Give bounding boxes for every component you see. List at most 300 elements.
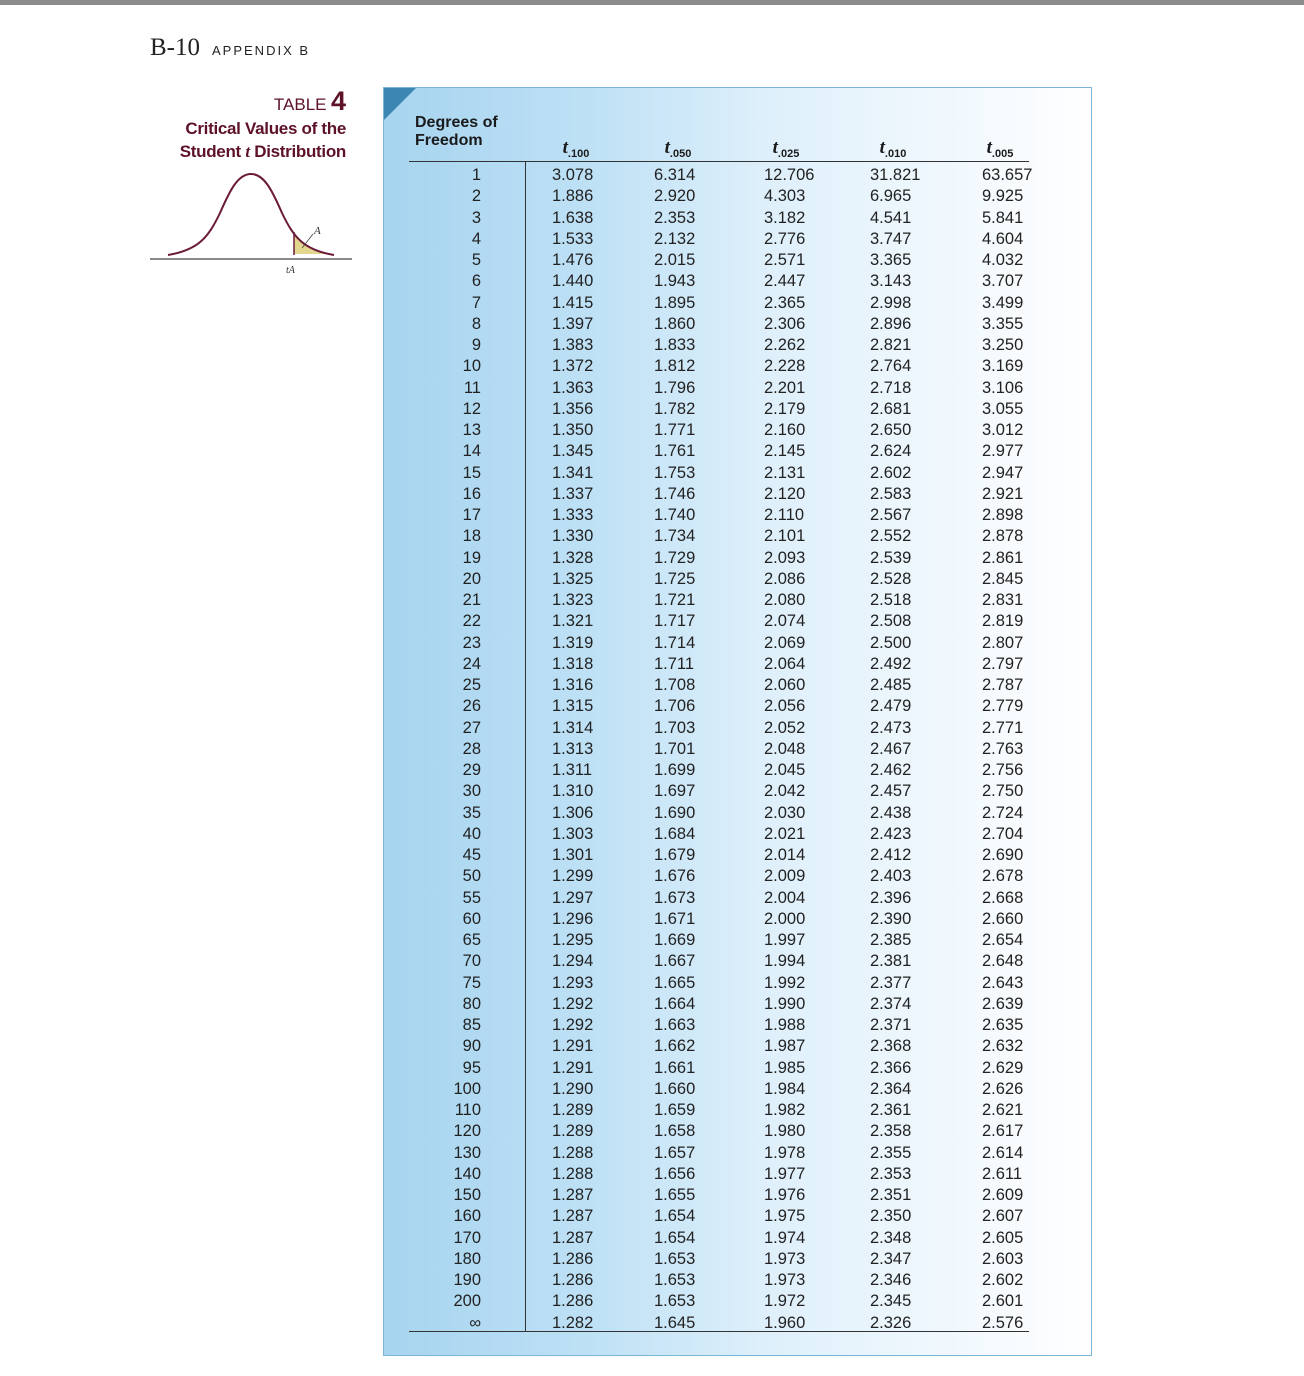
table-row [384, 356, 1092, 377]
table-row [384, 675, 1092, 696]
df-cell: 2 [471, 187, 481, 206]
value-cell: 2.447 [764, 272, 806, 291]
df-cell: 29 [462, 761, 481, 779]
value-cell: 2.365 [764, 293, 806, 312]
t-distribution-curve-figure [150, 168, 352, 278]
value-cell: 2.921 [982, 484, 1024, 503]
df-cell: 40 [462, 824, 481, 843]
value-cell: 2.004 [764, 888, 806, 907]
value-cell: 2.080 [764, 591, 806, 609]
value-cell: 2.093 [764, 548, 806, 567]
value-cell: 3.355 [982, 314, 1024, 333]
value-cell: 1.286 [552, 1249, 594, 1268]
value-cell: 1.860 [654, 314, 696, 333]
df-cell: 85 [462, 1016, 481, 1034]
value-cell: 2.326 [870, 1313, 912, 1332]
table-row [384, 760, 1092, 781]
value-cell: 1.973 [764, 1271, 806, 1289]
value-cell: 1.653 [654, 1249, 696, 1268]
df-cell: 20 [462, 569, 481, 588]
value-cell: 1.290 [552, 1079, 594, 1098]
df-cell: 8 [471, 314, 481, 333]
value-cell: 1.729 [654, 548, 696, 567]
value-cell: 1.833 [654, 336, 696, 354]
df-cell: 35 [462, 803, 481, 822]
table-row [384, 1100, 1092, 1121]
value-cell: 1.761 [654, 442, 696, 461]
caption-title-var: t [245, 142, 250, 161]
value-cell: 1.676 [654, 867, 696, 886]
table-row [384, 824, 1092, 845]
value-cell: 1.725 [654, 569, 696, 588]
value-cell: 2.611 [982, 1164, 1023, 1183]
value-cell: 6.314 [654, 166, 696, 184]
df-cell: 65 [462, 931, 481, 949]
value-cell: 3.078 [552, 166, 594, 184]
value-cell: 1.291 [552, 1058, 594, 1077]
value-cell: 1.287 [552, 1207, 594, 1226]
value-cell: 1.708 [654, 676, 696, 694]
value-cell: 1.997 [764, 931, 806, 949]
value-cell: 2.779 [982, 697, 1024, 716]
value-cell: 2.601 [982, 1292, 1024, 1311]
value-cell: 1.440 [552, 272, 594, 291]
value-cell: 2.351 [870, 1186, 912, 1204]
value-cell: 2.648 [982, 952, 1024, 971]
value-cell: 1.660 [654, 1079, 696, 1098]
value-cell: 2.617 [982, 1122, 1024, 1141]
value-cell: 3.012 [982, 421, 1024, 439]
value-cell: 2.462 [870, 761, 912, 779]
table-row [384, 484, 1092, 505]
value-cell: 2.567 [870, 506, 912, 524]
table-row [384, 1036, 1092, 1057]
value-cell: 1.895 [654, 293, 696, 312]
critical-value-axis-label: tA [286, 265, 295, 276]
value-cell: 2.350 [870, 1207, 912, 1226]
col-subscript: .050 [669, 148, 692, 160]
df-cell: 22 [462, 612, 481, 631]
value-cell: 1.990 [764, 994, 806, 1013]
value-cell: 2.396 [870, 888, 912, 907]
value-cell: 1.988 [764, 1016, 806, 1034]
value-cell: 31.821 [870, 166, 921, 184]
value-cell: 2.576 [982, 1313, 1024, 1332]
value-cell: 1.341 [552, 463, 594, 482]
df-cell: 11 [463, 378, 481, 397]
value-cell: 1.661 [654, 1058, 696, 1077]
df-cell: 80 [462, 994, 481, 1013]
df-cell: 30 [462, 782, 481, 801]
value-cell: 1.673 [654, 888, 696, 907]
value-cell: 1.667 [654, 952, 696, 971]
value-cell: 2.473 [870, 718, 912, 737]
value-cell: 1.746 [654, 484, 696, 503]
df-cell: 24 [462, 654, 481, 673]
value-cell: 2.718 [870, 378, 912, 397]
value-cell: 2.120 [764, 484, 806, 503]
table-row [384, 1058, 1092, 1079]
table-row [384, 526, 1092, 547]
value-cell: 2.528 [870, 569, 912, 588]
table-row [384, 973, 1092, 994]
value-cell: 2.660 [982, 909, 1024, 928]
value-cell: 1.655 [654, 1186, 696, 1204]
value-cell: 2.690 [982, 846, 1024, 864]
df-cell: 50 [462, 867, 481, 886]
value-cell: 1.701 [654, 739, 696, 758]
value-cell: 1.638 [552, 208, 594, 227]
table-row [384, 994, 1092, 1015]
table-row [384, 1143, 1092, 1164]
value-cell: 1.306 [552, 803, 594, 822]
col-symbol: t [562, 137, 568, 158]
df-cell: 140 [453, 1164, 481, 1183]
value-cell: 2.764 [870, 357, 912, 376]
value-cell: 2.403 [870, 867, 912, 886]
value-cell: 2.609 [982, 1186, 1024, 1204]
value-cell: 2.457 [870, 782, 912, 801]
value-cell: 2.819 [982, 612, 1024, 631]
col-symbol: t [772, 137, 778, 158]
table-row [384, 1291, 1092, 1312]
value-cell: 2.614 [982, 1143, 1024, 1162]
value-cell: 2.355 [870, 1143, 912, 1162]
value-cell: 2.998 [870, 293, 912, 312]
value-cell: 1.976 [764, 1186, 806, 1204]
table-row [384, 633, 1092, 654]
value-cell: 1.363 [552, 378, 594, 397]
table-row [384, 314, 1092, 335]
df-cell: 95 [462, 1058, 481, 1077]
column-header-t005 [950, 137, 1050, 159]
value-cell: 1.397 [552, 314, 594, 333]
value-cell: 1.653 [654, 1271, 696, 1289]
value-cell: 1.994 [764, 952, 806, 971]
value-cell: 2.635 [982, 1016, 1024, 1034]
value-cell: 1.653 [654, 1292, 696, 1311]
value-cell: 1.350 [552, 421, 594, 439]
col-symbol: t [879, 137, 885, 158]
value-cell: 1.771 [654, 421, 696, 439]
table-row [384, 335, 1092, 356]
col-subscript: .100 [567, 148, 590, 160]
table-row [384, 866, 1092, 887]
value-cell: 1.345 [552, 442, 594, 461]
table-row [384, 548, 1092, 569]
section-label: APPENDIX B [212, 43, 311, 58]
value-cell: 2.947 [982, 463, 1024, 482]
running-head [150, 34, 310, 62]
value-cell: 1.316 [552, 676, 594, 694]
value-cell: 1.330 [552, 527, 594, 546]
value-cell: 2.583 [870, 484, 912, 503]
df-cell: 13 [462, 421, 481, 439]
value-cell: 2.353 [870, 1164, 912, 1183]
value-cell: 1.977 [764, 1164, 806, 1183]
value-cell: 2.228 [764, 357, 806, 376]
value-cell: 1.886 [552, 187, 594, 206]
value-cell: 1.943 [654, 272, 696, 291]
value-cell: 2.639 [982, 994, 1024, 1013]
value-cell: 1.664 [654, 994, 696, 1013]
table-row [384, 909, 1092, 930]
value-cell: 2.385 [870, 931, 912, 949]
value-cell: 2.492 [870, 654, 912, 673]
value-cell: 2.787 [982, 676, 1024, 694]
value-cell: 1.318 [552, 654, 594, 673]
value-cell: 2.845 [982, 569, 1024, 588]
value-cell: 1.328 [552, 548, 594, 567]
value-cell: 2.756 [982, 761, 1024, 779]
value-cell: 2.632 [982, 1037, 1024, 1056]
value-cell: 1.690 [654, 803, 696, 822]
table-row [384, 208, 1092, 229]
value-cell: 1.960 [764, 1313, 806, 1332]
df-cell: 60 [462, 909, 481, 928]
value-cell: 2.048 [764, 739, 806, 758]
value-cell: 2.920 [654, 187, 696, 206]
df-cell: 45 [462, 846, 481, 864]
value-cell: 1.663 [654, 1016, 696, 1034]
value-cell: 1.659 [654, 1101, 696, 1119]
value-cell: 2.878 [982, 527, 1024, 546]
value-cell: 2.021 [764, 824, 806, 843]
df-cell: 130 [453, 1143, 481, 1162]
t-table-panel [383, 87, 1092, 1356]
df-cell: 110 [454, 1101, 481, 1119]
value-cell: 2.423 [870, 824, 912, 843]
value-cell: 3.707 [982, 272, 1024, 291]
table-row [384, 654, 1092, 675]
value-cell: 4.032 [982, 251, 1024, 269]
value-cell: 5.841 [982, 208, 1024, 227]
table-row [384, 888, 1092, 909]
value-cell: 2.086 [764, 569, 806, 588]
value-cell: 1.665 [654, 973, 696, 992]
value-cell: 1.288 [552, 1143, 594, 1162]
value-cell: 2.467 [870, 739, 912, 758]
value-cell: 2.621 [982, 1101, 1024, 1119]
value-cell: 2.603 [982, 1249, 1024, 1268]
value-cell: 2.345 [870, 1292, 912, 1311]
value-cell: 2.643 [982, 973, 1024, 992]
df-cell: 200 [453, 1292, 481, 1311]
value-cell: 1.714 [654, 633, 696, 652]
table-row [384, 420, 1092, 441]
df-cell: 21 [462, 591, 481, 609]
value-cell: 3.499 [982, 293, 1024, 312]
table-row [384, 1121, 1092, 1142]
df-cell: 160 [453, 1207, 481, 1226]
value-cell: 1.740 [654, 506, 696, 524]
caption-title-line1: Critical Values of the [185, 119, 346, 138]
value-cell: 1.679 [654, 846, 696, 864]
value-cell: 2.179 [764, 399, 806, 418]
df-header-line1: Degrees of [415, 114, 498, 131]
value-cell: 1.706 [654, 697, 696, 716]
value-cell: 2.030 [764, 803, 806, 822]
table-label: TABLE [273, 95, 327, 114]
value-cell: 1.982 [764, 1101, 806, 1119]
table-row [384, 718, 1092, 739]
value-cell: 1.287 [552, 1186, 594, 1204]
value-cell: 1.311 [552, 761, 593, 779]
value-cell: 2.681 [870, 399, 912, 418]
df-cell: 15 [462, 463, 481, 482]
table-row [384, 781, 1092, 802]
value-cell: 2.602 [982, 1271, 1024, 1289]
value-cell: 1.985 [764, 1058, 806, 1077]
df-cell: 9 [471, 336, 481, 354]
value-cell: 2.052 [764, 718, 806, 737]
df-cell: 28 [462, 739, 481, 758]
value-cell: 2.364 [870, 1079, 912, 1098]
df-cell: 18 [462, 527, 481, 546]
df-cell: 1 [471, 166, 481, 184]
value-cell: 1.297 [552, 888, 594, 907]
value-cell: 2.045 [764, 761, 806, 779]
value-cell: 1.978 [764, 1143, 806, 1162]
value-cell: 1.796 [654, 378, 696, 397]
value-cell: 2.368 [870, 1037, 912, 1056]
value-cell: 2.132 [654, 229, 696, 248]
value-cell: 2.381 [870, 952, 912, 971]
value-cell: 2.485 [870, 676, 912, 694]
value-cell: 2.518 [870, 591, 912, 609]
table-row [384, 186, 1092, 207]
value-cell: 2.977 [982, 442, 1024, 461]
table-row [384, 1313, 1092, 1334]
df-cell: 5 [471, 251, 481, 269]
value-cell: 2.262 [764, 336, 806, 354]
value-cell: 2.347 [870, 1249, 912, 1268]
value-cell: 2.724 [982, 803, 1024, 822]
value-cell: 2.861 [982, 548, 1024, 567]
value-cell: 1.287 [552, 1228, 594, 1247]
value-cell: 2.776 [764, 229, 806, 248]
value-cell: 1.295 [552, 931, 594, 949]
table-row [384, 590, 1092, 611]
value-cell: 1.294 [552, 952, 594, 971]
df-cell: 12 [462, 399, 481, 418]
value-cell: 2.438 [870, 803, 912, 822]
caption-title-line2 [150, 140, 346, 163]
df-cell: 4 [471, 229, 481, 248]
value-cell: 1.321 [552, 612, 594, 631]
value-cell: 1.699 [654, 761, 696, 779]
value-cell: 2.500 [870, 633, 912, 652]
value-cell: 1.721 [654, 591, 696, 609]
value-cell: 1.717 [654, 612, 696, 631]
column-header-t100 [526, 137, 626, 159]
value-cell: 63.657 [982, 166, 1033, 184]
table-row [384, 165, 1092, 186]
df-cell: 55 [462, 888, 481, 907]
table-row [384, 1079, 1092, 1100]
value-cell: 1.356 [552, 399, 594, 418]
value-cell: 2.807 [982, 633, 1024, 652]
value-cell: 1.973 [764, 1249, 806, 1268]
table-number: 4 [330, 86, 346, 116]
value-cell: 1.292 [552, 994, 594, 1013]
column-header-t050 [628, 137, 728, 159]
value-cell: 1.293 [552, 973, 594, 992]
df-header-line2: Freedom [415, 132, 483, 149]
col-subscript: .025 [777, 148, 800, 160]
value-cell: 2.896 [870, 314, 912, 333]
value-cell: 1.296 [552, 909, 594, 928]
value-cell: 1.291 [552, 1037, 594, 1056]
value-cell: 1.684 [654, 824, 696, 843]
value-cell: 2.009 [764, 867, 806, 886]
table-row [384, 293, 1092, 314]
area-label: A [314, 225, 321, 237]
value-cell: 2.353 [654, 208, 696, 227]
value-cell: 1.972 [764, 1292, 806, 1311]
table-row [384, 441, 1092, 462]
value-cell: 1.337 [552, 484, 594, 503]
value-cell: 2.346 [870, 1271, 912, 1289]
df-cell: 170 [453, 1228, 481, 1247]
col-subscript: .010 [884, 148, 907, 160]
value-cell: 2.571 [764, 251, 806, 269]
value-cell: 2.101 [764, 527, 806, 546]
value-cell: 2.624 [870, 442, 912, 461]
df-cell: 14 [462, 442, 481, 461]
df-cell: 100 [453, 1079, 481, 1098]
value-cell: 2.668 [982, 888, 1024, 907]
value-cell: 1.645 [654, 1313, 696, 1332]
df-cell: 70 [462, 952, 481, 971]
page-number: B-10 [150, 34, 200, 61]
df-column-header [415, 114, 498, 150]
value-cell: 1.975 [764, 1207, 806, 1226]
value-cell: 12.706 [764, 166, 815, 184]
value-cell: 1.313 [552, 739, 594, 758]
table-label-line [150, 86, 346, 117]
upper-tail-shaded-area [294, 232, 328, 254]
value-cell: 2.771 [982, 718, 1024, 737]
value-cell: 1.292 [552, 1016, 594, 1034]
value-cell: 2.508 [870, 612, 912, 631]
value-cell: 9.925 [982, 187, 1024, 206]
value-cell: 2.110 [764, 506, 805, 524]
value-cell: 3.747 [870, 229, 912, 248]
value-cell: 3.365 [870, 251, 912, 269]
table-row [384, 845, 1092, 866]
value-cell: 2.898 [982, 506, 1024, 524]
table-row [384, 229, 1092, 250]
value-cell: 1.325 [552, 569, 594, 588]
value-cell: 2.201 [764, 378, 806, 397]
value-cell: 1.656 [654, 1164, 696, 1183]
value-cell: 2.831 [982, 591, 1024, 609]
df-cell: 180 [453, 1249, 481, 1268]
value-cell: 1.289 [552, 1122, 594, 1141]
value-cell: 1.987 [764, 1037, 806, 1056]
df-cell: 23 [462, 633, 481, 652]
value-cell: 2.074 [764, 612, 806, 631]
value-cell: 1.654 [654, 1207, 696, 1226]
df-cell: 7 [471, 293, 481, 312]
value-cell: 1.286 [552, 1271, 594, 1289]
column-header-t025 [736, 137, 836, 159]
value-cell: 1.669 [654, 931, 696, 949]
value-cell: 1.289 [552, 1101, 594, 1119]
value-cell: 1.654 [654, 1228, 696, 1247]
value-cell: 3.106 [982, 378, 1024, 397]
